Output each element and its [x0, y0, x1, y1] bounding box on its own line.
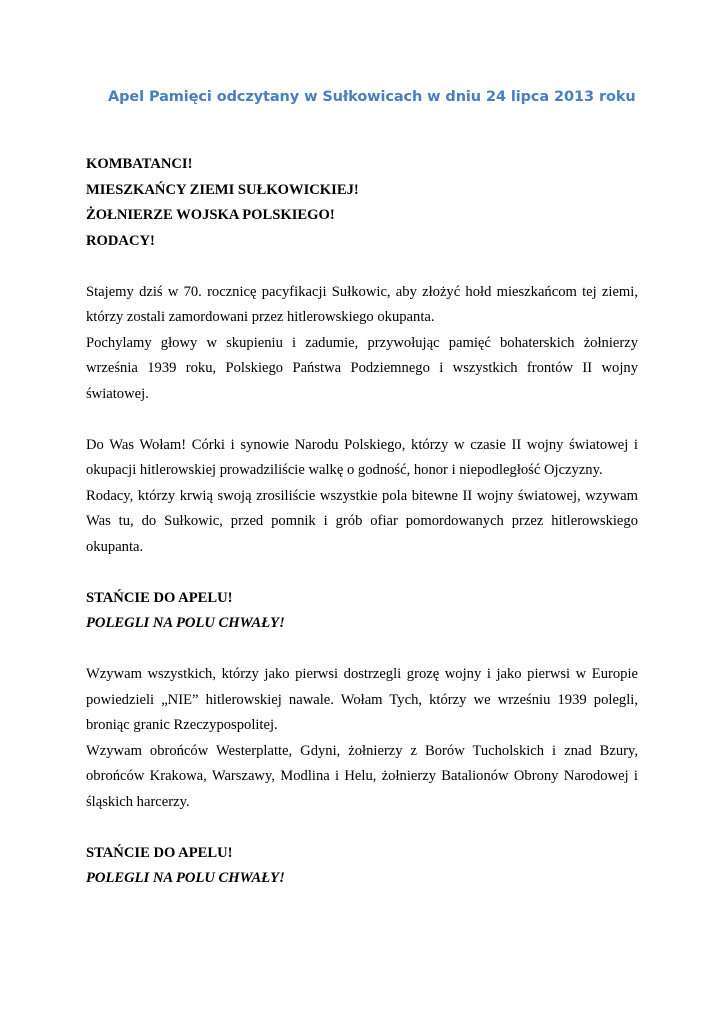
paragraph-spacer [86, 560, 638, 586]
document-title: Apel Pamięci odczytany w Sułkowicach w dniu 24 lipca 2013 roku [108, 89, 636, 105]
section-3 [86, 662, 638, 815]
call-line: STAŃCIE DO APELU! [86, 844, 233, 861]
section-1 [86, 280, 638, 408]
paragraph: Pochylamy głowy w skupieniu i zadumie, przywołując pamięć bohaterskich żołnierzy września 1939 roku, Polskiego Państwa Podziemnego i wszystkich frontów II wojny światowej. [86, 334, 638, 402]
paragraph: Stajemy dziś w 70. rocznicę pacyfikacji Sułkowic, aby złożyć hołd mieszkańcom tej ziemi, którzy zostali zamordowani przez hitlerowskiego okupanta. [86, 283, 638, 325]
salutation-line: RODACY! [86, 232, 155, 249]
document-body [86, 152, 638, 892]
paragraph-spacer [86, 637, 638, 663]
call-to-roll-1 [86, 586, 638, 637]
paragraph: Do Was Wołam! Córki i synowie Narodu Polskiego, którzy w czasie II wojny światowej i okupacji hitlerowskiej prowadziliście walkę o godność, honor i niepodległość Ojczyzny. [86, 436, 638, 478]
salutation-line: MIESZKAŃCY ZIEMI SUŁKOWICKIEJ! [86, 181, 359, 198]
call-to-roll-2 [86, 841, 638, 892]
call-line: STAŃCIE DO APELU! [86, 589, 233, 606]
call-response-line: POLEGLI NA POLU CHWAŁY! [86, 615, 285, 631]
salutation-line: KOMBATANCI! [86, 156, 193, 172]
paragraph-spacer [86, 815, 638, 841]
paragraph: Rodacy, którzy krwią swoją zrosiliście wszystkie pola bitewne II wojny światowej, wzywam Was tu, do Sułkowic, przed pomnik i grób ofiar pomordowanych przez hitlerowskiego okupanta. [86, 487, 638, 555]
section-2 [86, 433, 638, 561]
paragraph-spacer [86, 254, 638, 280]
call-response-line: POLEGLI NA POLU CHWAŁY! [86, 870, 285, 886]
paragraph-spacer [86, 407, 638, 433]
paragraph: Wzywam obrońców Westerplatte, Gdyni, żołnierzy z Borów Tucholskich i znad Bzury, obrońców Krakowa, Warszawy, Modlina i Helu, żołnierzy Batalionów Obrony Narodowej i śląskich harcerzy. [86, 742, 638, 810]
salutation-line: ŻOŁNIERZE WOJSKA POLSKIEGO! [86, 207, 335, 223]
salutation-block [86, 152, 638, 254]
paragraph: Wzywam wszystkich, którzy jako pierwsi dostrzegli grozę wojny i jako pierwsi w Europie powiedzieli „NIE” hitlerowskiej nawale. Wołam Tych, którzy we wrześniu 1939 polegli, broniąc granic Rzeczypospolitej. [86, 666, 638, 733]
